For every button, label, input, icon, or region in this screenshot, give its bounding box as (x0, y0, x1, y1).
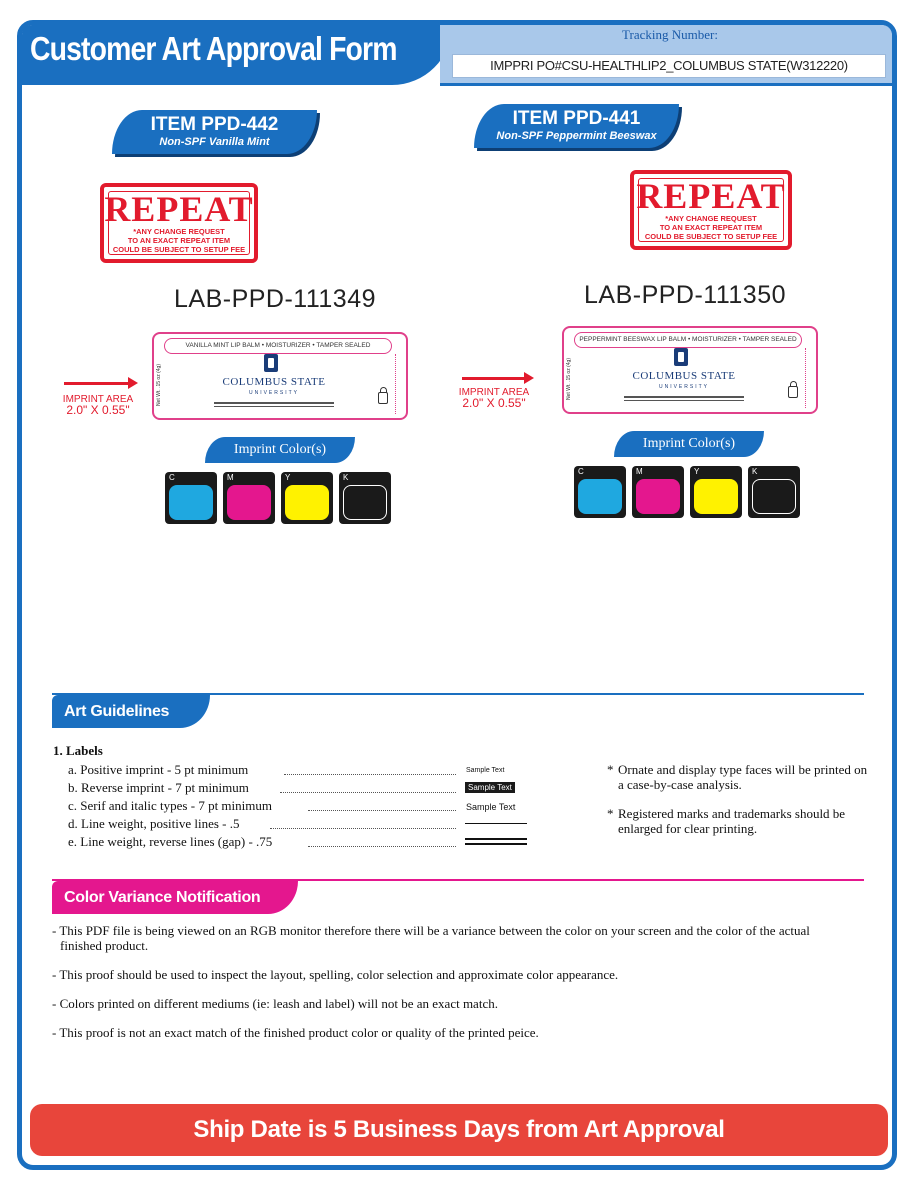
repeat-stamp (100, 183, 258, 263)
label-strip-text: VANILLA MINT LIP BALM • MOISTURIZER • TAMPER SEALED (164, 338, 392, 354)
sample-line-reverse (465, 838, 527, 840)
imprint-area (56, 394, 140, 416)
tracking-label: Tracking Number: (622, 27, 718, 42)
item-name: Non-SPF Peppermint Beeswax (496, 130, 657, 142)
imprint-arrow-icon (64, 382, 130, 385)
repeat-note-line: COULD BE SUBJECT TO SETUP FEE (644, 232, 778, 241)
school-sub: UNIVERSITY (658, 384, 709, 390)
variance-item: - This proof should be used to inspect the layout, spelling, color selection and approximate color appearance. (52, 967, 619, 982)
repeat-title: REPEAT (104, 189, 254, 229)
guideline-leader (280, 792, 456, 793)
fine-print (194, 400, 354, 410)
item-tab-ppd-441 (474, 104, 679, 148)
guideline-row: b. Reverse imprint - 7 pt minimum (68, 780, 249, 795)
guideline-leader (284, 774, 456, 775)
guideline-row: c. Serif and italic types - 7 pt minimum (68, 798, 272, 813)
lab-code: LAB-PPD-111350 (584, 281, 787, 309)
guideline-leader (308, 810, 456, 811)
repeat-note-line: *ANY CHANGE REQUEST (665, 214, 757, 223)
tamper-lock-icon (378, 392, 388, 404)
guidelines-heading: 1. Labels (53, 743, 103, 758)
form-title: Customer Art Approval Form (30, 30, 397, 67)
guideline-row: d. Line weight, positive lines - .5 (68, 816, 240, 831)
school-logo-icon (674, 348, 688, 366)
school-name: COLUMBUS STATE (632, 370, 736, 382)
header-divider (440, 83, 892, 86)
imprint-arrow-icon (462, 377, 526, 380)
imprint-area-label: IMPRINT AREA (458, 387, 530, 398)
guideline-note (607, 762, 872, 792)
school-sub: UNIVERSITY (248, 390, 299, 396)
item-name: Non-SPF Vanilla Mint (159, 136, 270, 148)
imprint-color-tab: Imprint Color(s) (205, 437, 355, 463)
note-bullet: * (607, 762, 614, 777)
tracking-number-field: IMPPRI PO#CSU-HEALTHLIP2_COLUMBUS STATE(W312220) (452, 54, 886, 78)
lab-code: LAB-PPD-111349 (174, 285, 377, 313)
repeat-title: REPEAT (636, 176, 786, 216)
variance-item: - This PDF file is being viewed on an RGB monitor therefore there will be a variance between the color on your screen and the color of the actual finished product. (52, 923, 810, 953)
school-logo-icon (264, 354, 278, 372)
swatch-row (165, 472, 391, 524)
note-text: Registered marks and trademarks should be enlarged for clear printing. (618, 806, 846, 836)
sample-line-reverse (465, 843, 527, 845)
sample-reverse: Sample Text (465, 782, 515, 793)
imprint-area-label: IMPRINT AREA (62, 394, 134, 405)
note-text: Ornate and display type faces will be printed on a case-by-case analysis. (618, 762, 868, 792)
imprint-color-tab: Imprint Color(s) (614, 431, 764, 457)
guideline-leader (270, 828, 456, 829)
imprint-area-dim: 2.0" X 0.55" (462, 396, 526, 410)
label-side-print (805, 348, 812, 408)
swatch-black: K (748, 466, 800, 518)
variance-item: - Colors printed on different mediums (ie: leash and label) will not be an exact match. (52, 996, 498, 1011)
repeat-note-line: TO AN EXACT REPEAT ITEM (127, 236, 231, 245)
swatch-cyan: C (574, 466, 626, 518)
label-proof (562, 326, 818, 414)
swatch-cyan: C (165, 472, 217, 524)
swatch-row (574, 466, 800, 518)
item-tab-ppd-442 (112, 110, 317, 154)
repeat-stamp-border (638, 178, 784, 242)
imprint-area-dim: 2.0" X 0.55" (66, 403, 130, 417)
swatch-yellow: Y (281, 472, 333, 524)
label-side-print (395, 354, 402, 414)
guideline-row: e. Line weight, reverse lines (gap) - .75 (68, 834, 273, 849)
school-name: COLUMBUS STATE (222, 376, 326, 388)
swatch-black: K (339, 472, 391, 524)
repeat-note-line: TO AN EXACT REPEAT ITEM (659, 223, 763, 232)
repeat-stamp (630, 170, 792, 250)
item-code: ITEM PPD-441 (512, 108, 641, 129)
swatch-magenta: M (223, 472, 275, 524)
guideline-row: a. Positive imprint - 5 pt minimum (68, 762, 249, 777)
fine-print (604, 394, 764, 404)
guideline-leader (308, 846, 456, 847)
repeat-note-line: *ANY CHANGE REQUEST (133, 227, 225, 236)
item-code: ITEM PPD-442 (150, 114, 279, 135)
tamper-lock-icon (788, 386, 798, 398)
sample-line-positive (465, 823, 527, 824)
label-proof (152, 332, 408, 420)
note-bullet: * (607, 806, 614, 821)
imprint-area (452, 387, 536, 409)
guideline-note (607, 806, 872, 836)
ship-date-banner: Ship Date is 5 Business Days from Art Approval (30, 1104, 888, 1156)
net-weight-text: Net Wt. .15 oz (4g) (156, 364, 162, 406)
net-weight-text: Net Wt. .15 oz (4g) (566, 358, 572, 400)
swatch-yellow: Y (690, 466, 742, 518)
swatch-magenta: M (632, 466, 684, 518)
sample-positive: Sample Text (466, 767, 505, 774)
art-guidelines-title: Art Guidelines (52, 695, 210, 728)
repeat-note-line: COULD BE SUBJECT TO SETUP FEE (112, 245, 246, 254)
color-variance-title: Color Variance Notification (52, 881, 298, 914)
label-strip-text: PEPPERMINT BEESWAX LIP BALM • MOISTURIZER • TAMPER SEALED (574, 332, 802, 348)
repeat-stamp-border (108, 191, 250, 255)
sample-serif: Sample Text (466, 802, 516, 812)
variance-item: - This proof is not an exact match of the finished product color or quality of the printed peice. (52, 1025, 539, 1040)
